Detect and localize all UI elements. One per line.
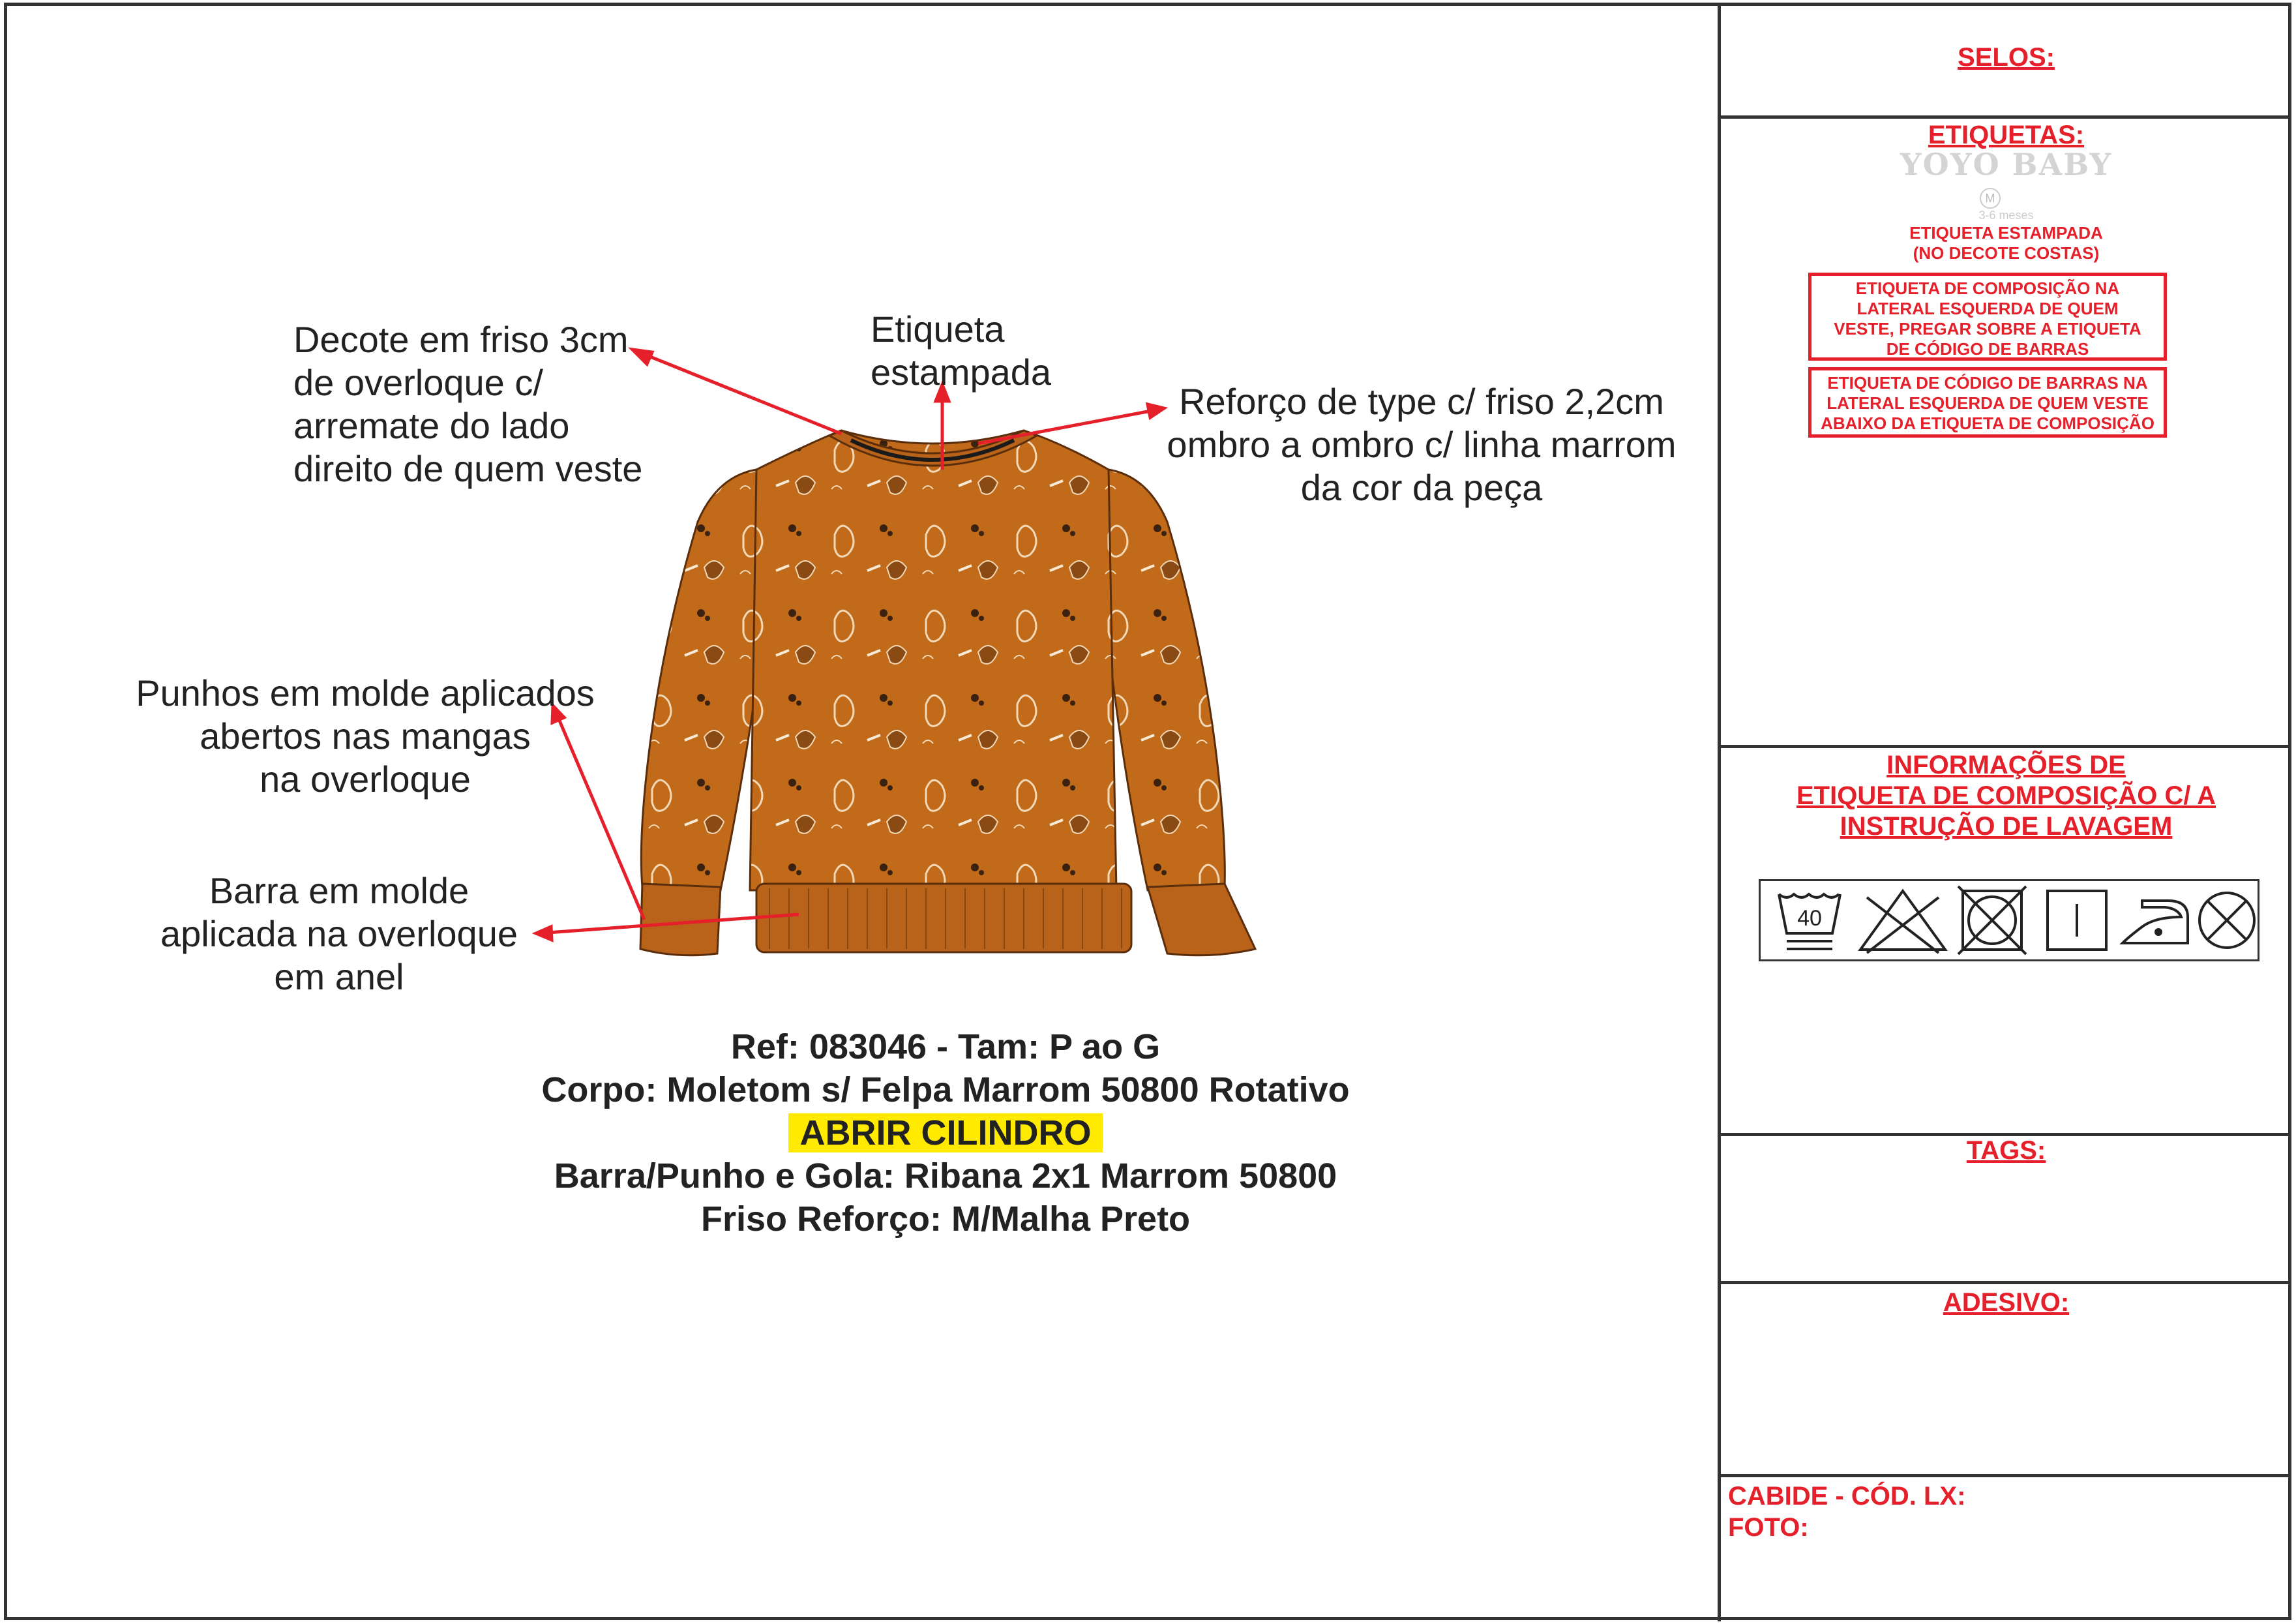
wash-40-icon bbox=[1774, 881, 1845, 959]
note-reforco bbox=[1135, 380, 1708, 509]
note-line: ETIQUETA DE COMPOSIÇÃO NA bbox=[1855, 278, 2120, 298]
note-line: na overloque bbox=[260, 759, 471, 800]
right-sleeve bbox=[1102, 470, 1225, 890]
garment-body bbox=[750, 430, 1116, 890]
note-line: Etiqueta bbox=[871, 308, 1005, 350]
no-dry-clean-icon bbox=[2191, 881, 2263, 959]
spec-friso: Friso Reforço: M/Malha Preto bbox=[700, 1199, 1191, 1239]
note-etiqueta bbox=[871, 308, 1051, 394]
note-line: INFORMAÇÕES DE bbox=[1886, 751, 2126, 779]
note-line: VESTE, PREGAR SOBRE A ETIQUETA bbox=[1834, 319, 2141, 338]
cabide-label: CABIDE - CÓD. LX: bbox=[1728, 1482, 1966, 1511]
barcode-box bbox=[1808, 367, 2167, 438]
care-symbols bbox=[1759, 879, 2259, 961]
spec-highlight: ABRIR CILINDRO bbox=[788, 1113, 1103, 1152]
foto-label: FOTO: bbox=[1728, 1513, 1809, 1542]
tags-heading: TAGS: bbox=[1966, 1136, 2046, 1165]
note-line: Decote em friso 3cm bbox=[293, 319, 629, 360]
note-line: da cor da peça bbox=[1300, 467, 1543, 508]
note-line: LATERAL ESQUERDA DE QUEM VESTE bbox=[1826, 393, 2149, 413]
note-line: ombro a ombro c/ linha marrom bbox=[1167, 424, 1677, 465]
note-line: aplicada na overloque bbox=[160, 913, 518, 954]
adesivo-heading: ADESIVO: bbox=[1943, 1288, 2070, 1317]
no-bleach-icon bbox=[1857, 881, 1948, 959]
spec-block bbox=[430, 1025, 1461, 1241]
note-line: arremate do lado bbox=[293, 405, 570, 446]
note-line: ETIQUETA DE COMPOSIÇÃO C/ A bbox=[1797, 781, 2216, 810]
composition-box bbox=[1808, 273, 2167, 361]
spec-ref: Ref: 083046 - Tam: P ao G bbox=[730, 1027, 1161, 1066]
printed-label-note bbox=[1721, 223, 2291, 263]
note-line: DE CÓDIGO DE BARRAS bbox=[1886, 339, 2089, 359]
note-punhos bbox=[111, 672, 619, 801]
size-range: 3-6 meses bbox=[1978, 209, 2034, 222]
divider-etiquetas bbox=[1718, 745, 2291, 748]
note-line: abertos nas mangas bbox=[200, 715, 531, 757]
size-mark: M bbox=[1980, 188, 2001, 209]
note-line: direito de quem veste bbox=[293, 448, 643, 489]
iron-low-icon bbox=[2116, 881, 2194, 959]
note-line: Reforço de type c/ friso 2,2cm bbox=[1179, 381, 1664, 422]
note-line: INSTRUÇÃO DE LAVAGEM bbox=[1840, 812, 2173, 841]
note-line: LATERAL ESQUERDA DE QUEM bbox=[1856, 299, 2119, 318]
info-heading bbox=[1721, 750, 2291, 842]
right-cuff bbox=[1148, 884, 1255, 955]
line-dry-icon bbox=[2038, 881, 2116, 959]
note-line: de overloque c/ bbox=[293, 362, 543, 403]
note-line: ABAIXO DA ETIQUETA DE COMPOSIÇÃO bbox=[1821, 414, 2154, 433]
divider-adesivo bbox=[1718, 1474, 2291, 1477]
note-line: ETIQUETA DE CÓDIGO DE BARRAS NA bbox=[1827, 373, 2148, 393]
note-decote bbox=[293, 318, 642, 490]
spec-barra: Barra/Punho e Gola: Ribana 2x1 Marrom 50800 bbox=[554, 1156, 1337, 1195]
selos-heading: SELOS: bbox=[1958, 43, 2055, 72]
note-line: estampada bbox=[871, 352, 1052, 393]
divider-selos bbox=[1718, 115, 2291, 119]
waistband bbox=[756, 884, 1131, 952]
note-line: Barra em molde bbox=[209, 870, 470, 911]
svg-text:40: 40 bbox=[1797, 906, 1822, 931]
divider-tags bbox=[1718, 1281, 2291, 1284]
note-line: (NO DECOTE COSTAS) bbox=[1913, 243, 2100, 263]
note-barra bbox=[130, 869, 548, 999]
note-line: em anel bbox=[274, 956, 404, 997]
etiquetas-heading: ETIQUETAS: bbox=[1928, 121, 2085, 149]
no-tumble-dry-icon bbox=[1953, 881, 2031, 959]
note-line: ETIQUETA ESTAMPADA bbox=[1909, 223, 2103, 243]
spec-corpo: Corpo: Moletom s/ Felpa Marrom 50800 Rotativo bbox=[541, 1070, 1350, 1109]
brand-label: YOYO BABY bbox=[1900, 147, 2113, 182]
note-line: Punhos em molde aplicados bbox=[136, 672, 595, 714]
